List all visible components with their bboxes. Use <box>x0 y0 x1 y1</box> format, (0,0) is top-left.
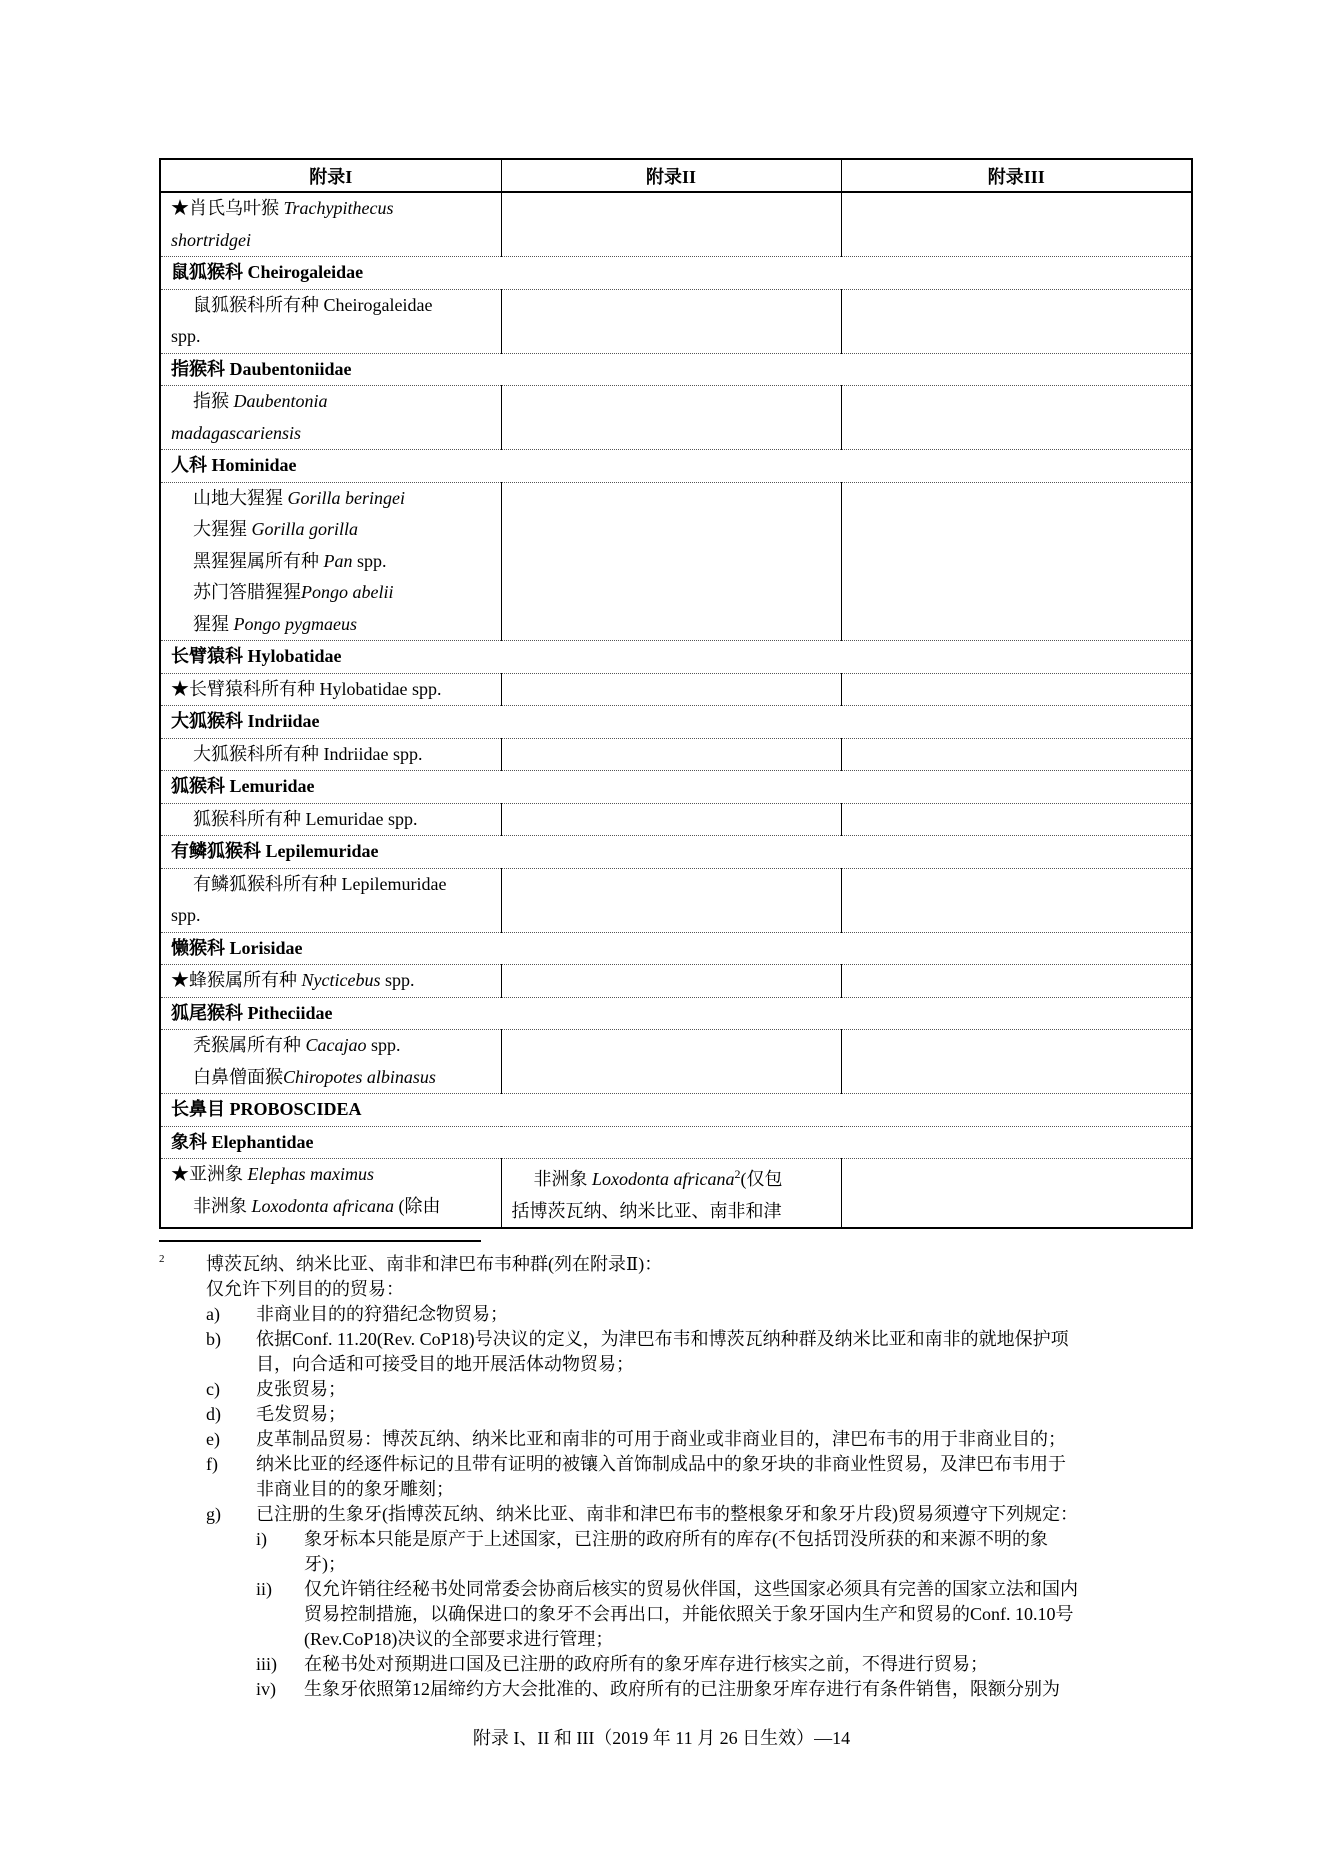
appendix-ii-cell <box>501 803 841 836</box>
appendix-i-cell <box>160 803 501 836</box>
footnote-item <box>159 1327 1169 1377</box>
footnote-item <box>159 1402 1169 1427</box>
text-plain: spp. <box>171 326 201 346</box>
text-zh: 大狐猴科所有种 Indriidae spp. <box>193 743 423 764</box>
footnote-item-line: 目，向合适和可接受目的地开展活体动物贸易； <box>256 1354 634 1374</box>
footnote-subitem-line: 生象牙依照第12届缔约方大会批准的、政府所有的已注册象牙库存进行有条件销售，限额分别为 <box>304 1679 1060 1699</box>
family-row <box>160 1094 1192 1127</box>
species-row <box>160 1159 1192 1229</box>
footnote-item-line: 毛发贸易； <box>256 1404 346 1424</box>
appendix-table <box>159 158 1193 1229</box>
text-zh: 蜂猴属所有种 <box>189 970 302 990</box>
appendix-ii-cell <box>501 386 841 450</box>
family-row <box>160 836 1192 869</box>
footnote-head-1: 博茨瓦纳、纳米比亚、南非和津巴布韦种群(列在附录Ⅱ)： <box>206 1254 663 1274</box>
cell-line <box>171 546 491 578</box>
family-name: 狐猴科 Lemuridae <box>160 771 1192 804</box>
appendix-ii-cell <box>501 192 841 257</box>
cell-line <box>171 609 491 641</box>
appendix-i-cell <box>160 1030 501 1094</box>
cell-line <box>171 225 491 257</box>
family-name: 鼠狐猴科 Cheirogaleidae <box>160 257 1192 290</box>
species-row <box>160 386 1192 450</box>
footnote-item-label: a) <box>206 1304 220 1324</box>
footnote-rule <box>159 1240 481 1242</box>
appendix-i-cell <box>160 868 501 932</box>
text-zh: 鼠狐猴科所有种 Cheirogaleidae <box>193 294 433 315</box>
text-tail: (除由 <box>394 1195 441 1216</box>
species-row <box>160 965 1192 998</box>
footnote-item-label: f) <box>206 1454 218 1474</box>
text-star: ★ <box>171 970 189 990</box>
appendix-ii-cell <box>501 673 841 706</box>
appendix-ii-cell <box>501 482 841 641</box>
text-tail: spp. <box>380 970 415 990</box>
header-appendix-i: 附录I <box>160 159 501 192</box>
appendix-ii-cell <box>501 289 841 353</box>
footnote-subitem-line: (Rev.CoP18)决议的全部要求进行管理； <box>304 1629 614 1649</box>
appendix-i-cell <box>160 1159 501 1229</box>
footnote-ref: 2 <box>734 1167 741 1181</box>
appendix-ii-cell <box>501 738 841 771</box>
cell-line <box>171 483 491 515</box>
appendix-iii-cell <box>841 803 1192 836</box>
family-name: 长臂猿科 Hylobatidae <box>160 641 1192 674</box>
scientific-name: Pan <box>323 550 353 571</box>
footnote-item <box>159 1302 1169 1327</box>
scientific-name: Cacajao <box>305 1035 367 1055</box>
family-row <box>160 997 1192 1030</box>
cell-line <box>171 290 491 322</box>
text-zh: 非洲象 <box>193 1195 252 1216</box>
family-row <box>160 932 1192 965</box>
appendix-iii-cell <box>841 1030 1192 1094</box>
text-zh: 指猴 <box>193 391 234 411</box>
species-row <box>160 803 1192 836</box>
appendix-i-cell <box>160 482 501 641</box>
species-row <box>160 738 1192 771</box>
scientific-name: Daubentonia <box>233 391 328 411</box>
appendix-ii-cell <box>501 965 841 998</box>
family-row <box>160 771 1192 804</box>
scientific-name: Trachypithecus <box>283 198 394 218</box>
footnote-item-line: 纳米比亚的经逐件标记的且带有证明的被镶入首饰制成品中的象牙块的非商业性贸易，及津巴布韦用于 <box>256 1454 1066 1474</box>
footnote-item-line: 非商业目的的象牙雕刻； <box>256 1479 454 1499</box>
text-zh: 猩猩 <box>193 613 234 634</box>
footnote-subitem-line: 象牙标本只能是原产于上述国家，已注册的政府所有的库存(不包括罚没所获的和来源不明的象 <box>304 1529 1048 1549</box>
appendix-i-cell <box>160 192 501 257</box>
footnote-item <box>159 1452 1169 1502</box>
footnote-item-label: c) <box>206 1379 220 1399</box>
scientific-name: Loxodonta africana <box>592 1169 735 1189</box>
cell-line <box>171 1159 491 1191</box>
species-row <box>160 192 1192 257</box>
cell-line <box>171 674 491 706</box>
header-appendix-ii: 附录II <box>501 159 841 192</box>
text-zh: 大猩猩 <box>193 519 252 539</box>
species-row <box>160 1030 1192 1094</box>
text-zh: 狐猴科所有种 Lemuridae spp. <box>193 808 418 829</box>
appendix-i-cell <box>160 386 501 450</box>
text-star: ★ <box>171 1164 189 1184</box>
family-name: 大狐猴科 Indriidae <box>160 706 1192 739</box>
text-zh: 肖氏乌叶猴 <box>189 198 284 218</box>
appendix-i-cell <box>160 673 501 706</box>
footnote-item-line: 皮革制品贸易：博茨瓦纳、纳米比亚和南非的可用于商业或非商业目的，津巴布韦的用于非商业目的； <box>256 1429 1066 1449</box>
text-star: ★ <box>171 198 189 218</box>
cell-line <box>171 804 491 836</box>
scientific-name: Pongo pygmaeus <box>233 613 357 634</box>
footnote-subitem-label: iv) <box>256 1679 276 1699</box>
appendix-iii-cell <box>841 386 1192 450</box>
appendix-i-cell <box>160 738 501 771</box>
family-row <box>160 450 1192 483</box>
footnote-subitem-line: 牙)； <box>304 1554 346 1574</box>
species-row <box>160 868 1192 932</box>
scientific-name: Nycticebus <box>301 970 381 990</box>
footnote-item-line: 非商业目的的狩猎纪念物贸易； <box>256 1304 508 1324</box>
appendix-iii-cell <box>841 192 1192 257</box>
text-tail: spp. <box>366 1035 401 1055</box>
appendix-i-cell <box>160 965 501 998</box>
scientific-name: madagascariensis <box>171 422 301 443</box>
text-zh: 山地大猩猩 <box>193 487 288 508</box>
footnote-mark: 2 <box>159 1253 165 1265</box>
text-zh: 非洲象 <box>533 1169 592 1189</box>
footnote-subitem-label: iii) <box>256 1654 277 1674</box>
family-row <box>160 1126 1192 1159</box>
family-name: 长鼻目 PROBOSCIDEA <box>160 1094 1192 1127</box>
scientific-name: Gorilla gorilla <box>251 519 359 539</box>
footnote-item <box>159 1377 1169 1402</box>
appendix-ii-cell <box>501 868 841 932</box>
footnote-item-line: 依据Conf. 11.20(Rev. CoP18)号决议的定义，为津巴布韦和博茨瓦纳种群及纳米比亚和南非的就地保护项 <box>256 1329 1069 1349</box>
family-name: 有鳞狐猴科 Lepilemuridae <box>160 836 1192 869</box>
cell-line <box>171 418 491 450</box>
footnote-item <box>159 1502 1169 1527</box>
footnote-subitem-label: ii) <box>256 1579 272 1599</box>
footnote-subitem <box>159 1652 1169 1677</box>
text-zh: 亚洲象 <box>189 1164 248 1184</box>
scientific-name: Chiropotes albinasus <box>283 1066 436 1087</box>
appendix-iii-cell <box>841 738 1192 771</box>
appendix-iii-cell <box>841 868 1192 932</box>
appendix-ii-cell <box>501 1159 841 1229</box>
page-footer: 附录 I、II 和 III（2019 年 11 月 26 日生效）—14 <box>472 1728 851 1748</box>
family-name: 懒猴科 Lorisidae <box>160 932 1192 965</box>
footnote-subitem-line: 仅允许销往经秘书处同常委会协商后核实的贸易伙伴国，这些国家必须具有完善的国家立法和国内 <box>304 1579 1078 1599</box>
appendix-ii-cell <box>501 1030 841 1094</box>
footnote-subitem-line: 贸易控制措施，以确保进口的象牙不会再出口，并能依照关于象牙国内生产和贸易的Conf. 10.10号 <box>304 1604 1074 1624</box>
scientific-name: Elephas maximus <box>247 1164 374 1184</box>
species-row <box>160 289 1192 353</box>
family-row <box>160 706 1192 739</box>
cell-line <box>171 739 491 771</box>
appendix-iii-cell <box>841 965 1192 998</box>
species-row <box>160 673 1192 706</box>
footnote-item-label: d) <box>206 1404 221 1424</box>
family-name: 指猴科 Daubentoniidae <box>160 353 1192 386</box>
species-row <box>160 482 1192 641</box>
footnotes <box>159 1252 1169 1702</box>
appendix-iii-cell <box>841 673 1192 706</box>
footnote-items <box>159 1302 1169 1702</box>
family-row <box>160 353 1192 386</box>
cell-line <box>171 965 491 997</box>
cell-line <box>171 321 491 353</box>
appendix-i-cell <box>160 289 501 353</box>
text-plain: spp. <box>171 905 201 925</box>
cell-line <box>171 1030 491 1062</box>
cell-line <box>171 514 491 546</box>
text-zh: 黑猩猩属所有种 <box>193 550 324 571</box>
scientific-name: shortridgei <box>171 229 252 250</box>
cell-line <box>171 386 491 418</box>
scientific-name: Loxodonta africana <box>251 1195 394 1216</box>
scientific-name: Pongo abelii <box>301 582 394 602</box>
text-plain: 括博茨瓦纳、纳米比亚、南非和津 <box>511 1200 782 1221</box>
header-appendix-iii: 附录III <box>841 159 1192 192</box>
family-name: 象科 Elephantidae <box>160 1126 1192 1159</box>
cell-line <box>171 577 491 609</box>
appendix-iii-cell <box>841 289 1192 353</box>
text-zh: 长臂猿科所有种 Hylobatidae spp. <box>189 678 442 699</box>
text-tail: spp. <box>352 550 387 571</box>
footnote-subitem-label: i) <box>256 1529 267 1549</box>
footnote-subitem <box>159 1527 1169 1577</box>
footnote-subitem <box>159 1677 1169 1702</box>
table-body <box>160 192 1192 1228</box>
cell-line <box>171 900 491 932</box>
text-zh: 苏门答腊猩猩 <box>193 582 301 602</box>
family-row <box>160 641 1192 674</box>
footnote-item-label: b) <box>206 1329 221 1349</box>
text-zh: 秃猴属所有种 <box>193 1035 306 1055</box>
appendix-iii-cell <box>841 482 1192 641</box>
cell-line <box>171 1191 491 1223</box>
footnote-head-2: 仅允许下列目的的贸易： <box>206 1279 404 1299</box>
text-tail: (仅包 <box>740 1169 783 1189</box>
footnote-item <box>159 1427 1169 1452</box>
cell-line <box>512 1159 831 1196</box>
table-header-row <box>160 159 1192 192</box>
footnote-subitem <box>159 1577 1169 1652</box>
family-row <box>160 257 1192 290</box>
footnote-item-label: g) <box>206 1504 221 1524</box>
cell-line <box>171 193 491 225</box>
footnote-item-line: 已注册的生象牙(指博茨瓦纳、纳米比亚、南非和津巴布韦的整根象牙和象牙片段)贸易须遵守下列规定： <box>256 1504 1078 1524</box>
scientific-name: Gorilla beringei <box>287 487 405 508</box>
text-star: ★ <box>171 678 189 699</box>
footnote-item-line: 皮张贸易； <box>256 1379 346 1399</box>
family-name: 狐尾猴科 Pitheciidae <box>160 997 1192 1030</box>
family-name: 人科 Hominidae <box>160 450 1192 483</box>
footnote-item-label: e) <box>206 1429 220 1449</box>
cell-line <box>171 1062 491 1094</box>
appendix-iii-cell <box>841 1159 1192 1229</box>
text-zh: 白鼻僧面猴 <box>193 1066 283 1087</box>
cell-line <box>512 1196 831 1228</box>
text-zh: 有鳞狐猴科所有种 Lepilemuridae <box>193 873 447 894</box>
footnote-subitem-line: 在秘书处对预期进口国及已注册的政府所有的象牙库存进行核实之前，不得进行贸易； <box>304 1654 988 1674</box>
cell-line <box>171 869 491 901</box>
